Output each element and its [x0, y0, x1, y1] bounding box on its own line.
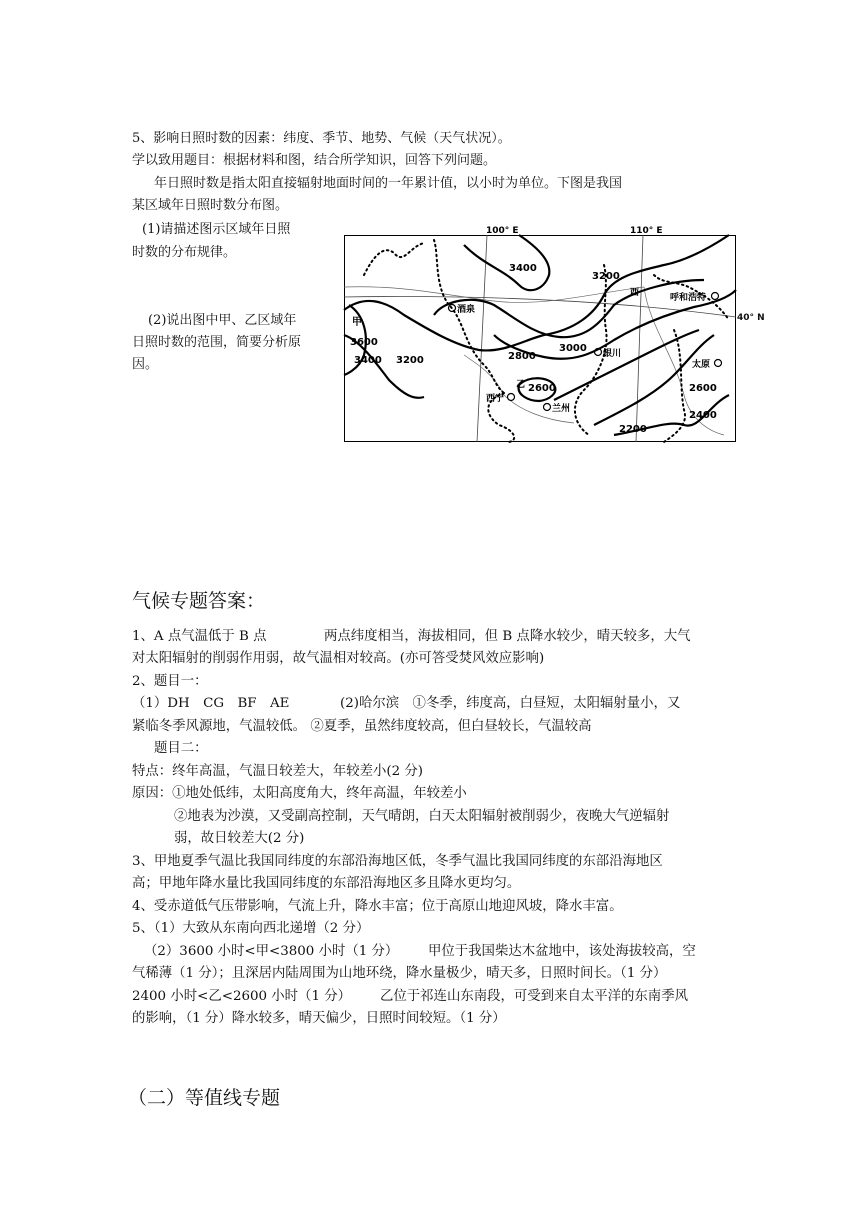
- answer-2: (2)哈尔滨 ①冬季，纬度高，白昼短，太阳辐射量小，又: [340, 696, 681, 711]
- city-marker-taiyuan: [715, 360, 722, 367]
- contour-label: 2600: [689, 383, 717, 394]
- sub-question-2: 因。: [132, 357, 159, 372]
- city-label-huhehaote: 呼和浩特: [670, 293, 707, 303]
- city-label-yinchuan: 银川: [603, 349, 622, 359]
- city-label-taiyuan: 太原: [692, 360, 711, 370]
- sub-question-1: 时数的分布规律。: [132, 245, 237, 260]
- contour-label: 2800: [508, 351, 536, 362]
- answer-1: 对太阳辐射的削弱作用弱，故气温相对较高。(亦可答受焚风效应影响): [132, 651, 545, 666]
- city-label-jiuquan: 酒泉: [457, 305, 476, 315]
- answer-5: 的影响，（1 分）降水较多，晴天偏少，日照时间较短。（1 分）: [132, 1011, 506, 1026]
- answer-2-title: 2、题目一：: [132, 674, 208, 689]
- answer-2: 紧临冬季风源地，气温较低。 ②夏季，虽然纬度较高，但白昼较长，气温较高: [132, 719, 592, 734]
- river-line: [344, 287, 644, 303]
- answer-4: 4、受赤道低气压带影响，气流上升，降水丰富；位于高原山地迎风坡，降水丰富。: [132, 899, 623, 914]
- city-label-lanzhou: 兰州: [552, 404, 571, 414]
- lon-label-100: 100° E: [486, 226, 519, 236]
- contour-label: 3400: [354, 355, 382, 366]
- city-marker-huhehaote: [712, 293, 719, 300]
- answer-5: 2400 小时<乙<2600 小时（1 分）: [132, 989, 352, 1004]
- contour-label: 2600: [528, 383, 556, 394]
- meridian-110: [636, 235, 643, 442]
- answer-5: 乙位于祁连山东南段，可受到来自太平洋的东南季风: [380, 989, 688, 1004]
- answer-5: 甲位于我国柴达木盆地中，该处海拔较高，空: [428, 944, 696, 959]
- sub-question-2: 日照时数的范围，简要分析原: [132, 335, 302, 350]
- province-label-xi: 西: [630, 288, 640, 298]
- contour-label: 2200: [619, 424, 647, 435]
- region-label-jia: 甲: [352, 317, 362, 328]
- answers-heading: 气候专题答案：: [132, 590, 266, 612]
- contour-label: 3600: [350, 337, 378, 348]
- question-intro: 学以致用题目：根据材料和图，结合所学知识，回答下列问题。: [132, 153, 497, 168]
- answer-5: 5、（1）大致从东南向西北递增（2 分）: [132, 921, 370, 936]
- city-marker-lanzhou: [544, 404, 551, 411]
- question-paragraph: 某区域年日照时数分布图。: [132, 198, 289, 213]
- sub-question-1: (1)请描述图示区域年日照: [142, 222, 291, 237]
- answer-2: ②地表为沙漠，又受副高控制，天气晴朗，白天太阳辐射被削弱少，夜晚大气逆辐射: [174, 809, 670, 824]
- city-marker-xining: [508, 394, 515, 401]
- contour-label: 2400: [689, 410, 717, 421]
- question-title: 5、影响日照时数的因素：纬度、季节、地势、气候（天气状况）。: [132, 131, 511, 146]
- answer-2: 弱，故日较差大(2 分): [174, 831, 305, 846]
- contour-label: 3000: [559, 343, 587, 354]
- answer-2: 特点：终年高温，气温日较差大，年较差小(2 分): [132, 764, 424, 779]
- answer-3: 高；甲地年降水量比我国同纬度的东部沿海地区多且降水更均匀。: [132, 876, 521, 891]
- contour-label: 3200: [592, 271, 620, 282]
- answer-1: 1、A 点气温低于 B 点: [132, 629, 267, 644]
- answer-2: （1）DH CG BF AE: [132, 696, 290, 711]
- contour-label: 3400: [509, 263, 537, 274]
- section-heading: （二）等值线专题: [128, 1087, 281, 1109]
- answer-2-subtitle: 题目二：: [154, 741, 208, 756]
- answer-5: （2）3600 小时<甲<3800 小时（1 分）: [144, 944, 399, 959]
- question-paragraph: 年日照时数是指太阳直接辐射地面时间的一年累计值，以小时为单位。下图是我国: [154, 176, 623, 191]
- answer-5: 气稀薄（1 分）；且深居内陆周围为山地环绕，降水量极少，晴天多，日照时间长。（1 分）: [132, 966, 667, 981]
- answer-3: 3、甲地夏季气温比我国同纬度的东部沿海地区低，冬季气温比我国同纬度的东部沿海地区: [132, 854, 663, 869]
- city-label-xining: 西宁: [486, 394, 505, 404]
- contour-label: 3200: [396, 355, 424, 366]
- answer-1: 两点纬度相当，海拔相同，但 B 点降水较少，晴天较多，大气: [324, 629, 691, 644]
- sunshine-hours-map: [344, 226, 736, 442]
- region-label-yi: 乙: [516, 380, 526, 390]
- answer-2: 原因：①地处低纬，太阳高度角大，终年高温，年较差小: [132, 786, 467, 801]
- meridian-100: [477, 235, 487, 442]
- lon-label-110: 110° E: [630, 226, 663, 236]
- sub-question-2: (2)说出图中甲、乙区域年: [148, 313, 297, 328]
- lat-label-40: 40° N: [737, 313, 765, 323]
